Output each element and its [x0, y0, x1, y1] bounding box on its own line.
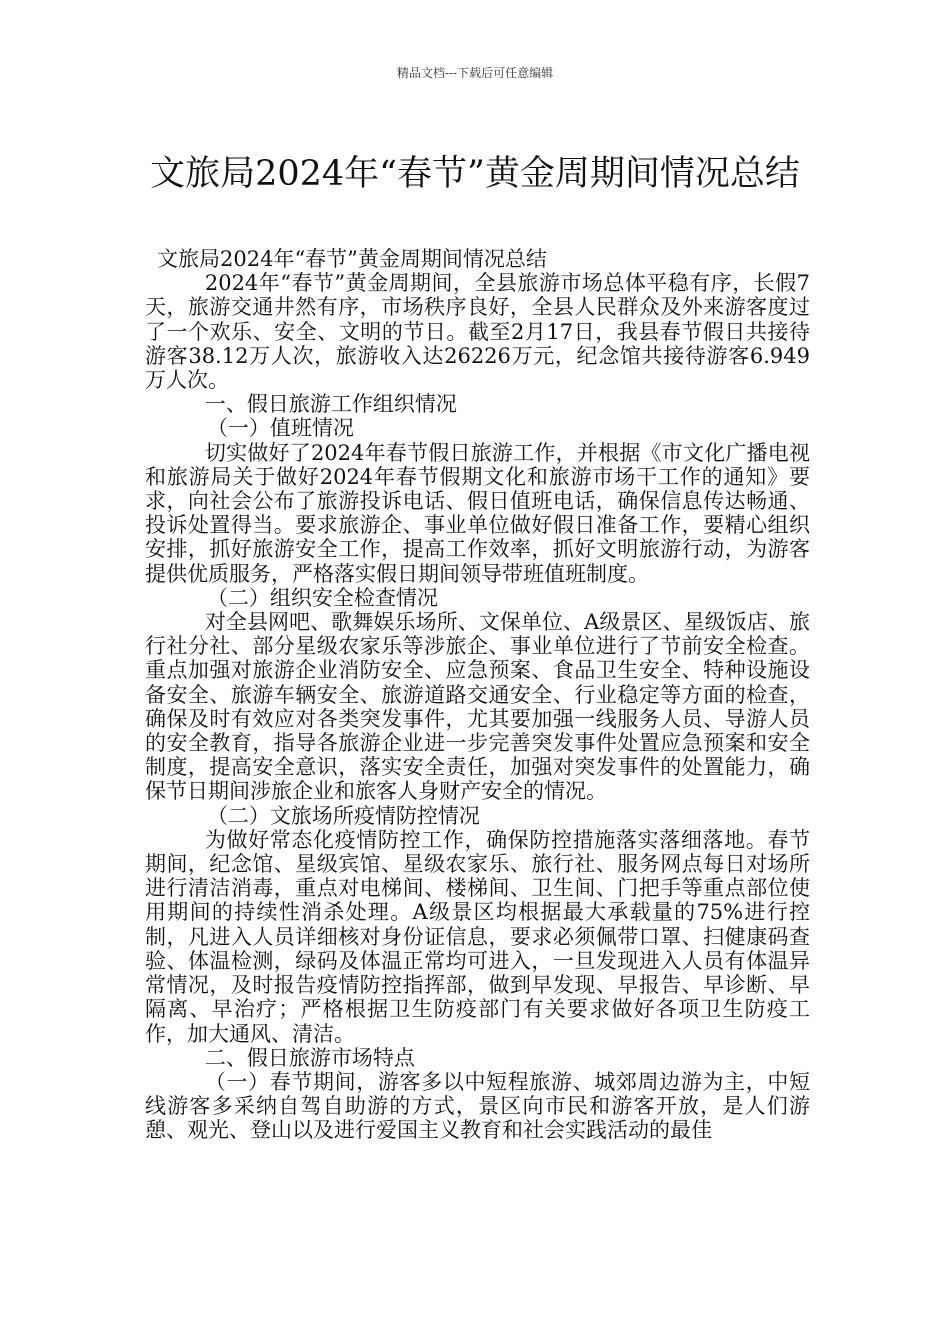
section-heading-1: 一、假日旅游工作组织情况 [204, 392, 457, 417]
subsection-heading-epidemic-control: （二）文旅场所疫情防控情况 [206, 803, 480, 828]
subsection-heading-safety-check: （二）组织安全检查情况 [206, 585, 438, 610]
subsection-heading-duty: （一）值班情况 [206, 416, 354, 441]
paragraph-market-features: （一）春节期间，游客多以中短程旅游、城郊周边游为主，中短线游客多采纳自驾自助游的方式，景区向市民和游客开放，是人们游憩、观光、登山以及进行爱国主义教育和社会实践活动的最佳 [145, 1069, 810, 1143]
subtitle: 文旅局2024年“春节”黄金周期间情况总结 [157, 247, 547, 271]
paragraph-epidemic-control: 为做好常态化疫情防控工作，确保防控措施落实落细落地。春节期间，纪念馆、星级宾馆、星级农家乐、旅行社、服务网点每日对场所进行清洁消毒，重点对电梯间、楼梯间、卫生间、门把手等重点部位使用期间的持续性消杀处理。A级景区均根据最大承载量的75%进行控制，凡进入人员详细核对身份证信息，要求必须佩带口罩、扫健康码查验、体温检测，绿码及体温正常均可进入，一旦发现进入人员有体温异常情况，及时报告疫情防控指挥部，做到早发现、早报告、早诊断、早隔离、早治疗；严格根据卫生防疫部门有关要求做好各项卫生防疫工作，加大通风、清洁。 [145, 827, 810, 1046]
header-note: 精品文档---下载后可任意编辑 [396, 66, 554, 80]
document-title: 文旅局2024年“春节”黄金周期间情况总结 [150, 154, 800, 195]
paragraph-safety-check: 对全县网吧、歌舞娱乐场所、文保单位、A级景区、星级饭店、旅行社分社、部分星级农家乐等涉旅企、事业单位进行了节前安全检查。重点加强对旅游企业消防安全、应急预案、食品卫生安全、特种设施设备安全、旅游车辆安全、旅游道路交通安全、行业稳定等方面的检查，确保及时有效应对各类突发事件，尤其要加强一线服务人员、导游人员的安全教育，指导各旅游企业进一步完善突发事件处置应急预案和安全制度，提高安全意识，落实安全责任，加强对突发事件的处置能力，确保节日期间涉旅企业和旅客人身财产安全的情况。 [145, 610, 810, 804]
paragraph-duty: 切实做好了2024年春节假日旅游工作，并根据《市文化广播电视和旅游局关于做好2024年春节假期文化和旅游市场干工作的通知》要求，向社会公布了旅游投诉电话、假日值班电话，确保信息传达畅通、投诉处置得当。要求旅游企、事业单位做好假日准备工作，要精心组织安排，抓好旅游安全工作，提高工作效率，抓好文明旅游行动，为游客提供优质服务，严格落实假日期间领导带班值班制度。 [145, 440, 810, 586]
intro-paragraph: 2024年“春节”黄金周期间，全县旅游市场总体平稳有序，长假7天，旅游交通井然有序，市场秩序良好，全县人民群众及外来游客度过了一个欢乐、安全、文明的节日。截至2月17日，我县春节假日共接待游客38.12万人次，旅游收入达26226万元，纪念馆共接待游客6.949万人次。 [145, 271, 810, 393]
section-heading-2: 二、假日旅游市场特点 [204, 1045, 415, 1070]
document-body [145, 247, 810, 1143]
